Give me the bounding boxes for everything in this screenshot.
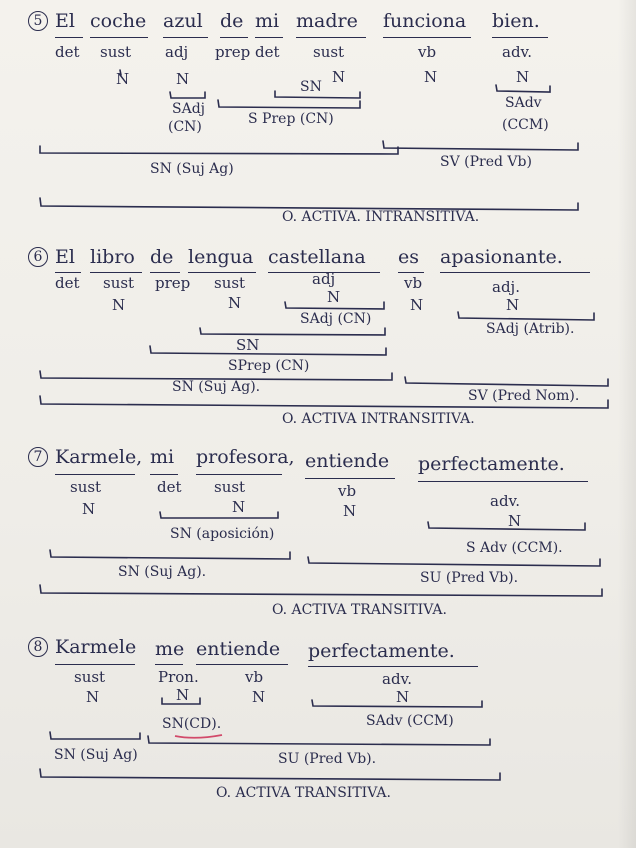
s7-word: entiende — [305, 450, 390, 472]
s5-tag: adv. — [502, 43, 533, 61]
s5-word: de — [220, 10, 244, 32]
s6-sn-inner-label: SN — [236, 336, 260, 354]
s5-sv-label: SV (Pred Vb) — [440, 154, 532, 170]
s7-tag: adv. — [490, 492, 521, 510]
s5-sadv-bracket — [496, 85, 550, 92]
s6-sadj-atrib-label: SAdj (Atrib). — [486, 321, 575, 337]
s7-underline — [55, 474, 135, 475]
s7-underline — [196, 474, 282, 475]
s6-sadj-atrib-bracket — [458, 312, 594, 320]
s5-tag: det — [255, 43, 280, 61]
s8-sn-cd-label: SN(CD). — [162, 716, 222, 732]
s5-word: El — [55, 10, 75, 32]
s7-sn-apos-label: SN (aposición) — [170, 526, 275, 542]
s7-sadv-label: S Adv (CCM). — [466, 540, 563, 556]
s6-underline — [440, 272, 590, 273]
s8-word: perfectamente. — [308, 640, 455, 662]
s5-word: mi — [255, 10, 280, 32]
s6-n-mark: N — [506, 296, 520, 314]
s5-n-mark: N — [332, 68, 346, 86]
s5-word: azul — [163, 10, 203, 32]
s7-tag: det — [157, 478, 182, 496]
s6-word: apasionante. — [440, 246, 563, 268]
s7-sn-subj-bracket — [50, 550, 290, 559]
s6-word: El — [55, 246, 75, 268]
s5-word: bien. — [492, 10, 540, 32]
s8-sn-subj-bracket — [50, 732, 140, 739]
s8-tag: vb — [245, 668, 264, 686]
s6-tag: sust — [103, 274, 135, 292]
s6-tag: adj — [312, 270, 336, 288]
s7-tag: sust — [70, 478, 102, 496]
s6-n-mark: N — [228, 294, 242, 312]
s7-underline — [305, 478, 395, 479]
s5-sv-bracket — [383, 141, 578, 150]
s5-n-mark: N — [116, 70, 130, 88]
s7-word: perfectamente. — [418, 453, 565, 475]
s5-sadj-label: SAdj — [172, 101, 206, 117]
s6-n-mark: N — [410, 296, 424, 314]
s7-n-mark: N — [82, 500, 96, 518]
s6-underline — [150, 272, 180, 273]
s5-sn-inner-label: SN — [300, 79, 322, 95]
s5-sadj-function: (CN) — [168, 119, 202, 135]
s6-sn-subj-label: SN (Suj Ag). — [172, 379, 261, 395]
s8-sadv-label: SAdv (CCM) — [366, 713, 454, 729]
s6-sprep-label: SPrep (CN) — [228, 358, 310, 374]
s6-underline — [188, 272, 256, 273]
s7-underline — [150, 474, 178, 475]
s5-underline — [163, 37, 208, 38]
s7-sv-label: SU (Pred Vb). — [420, 570, 519, 586]
s8-n-mark: N — [86, 688, 100, 706]
s6-sprep-bracket — [150, 346, 386, 355]
s8-clause-type: O. ACTIVA TRANSITIVA. — [216, 785, 391, 801]
s7-sadv-bracket — [428, 522, 585, 530]
s8-underline — [196, 664, 288, 665]
s7-n-mark: N — [232, 498, 246, 516]
s5-sn-subj-label: SN (Suj Ag) — [150, 161, 234, 177]
s8-underline — [155, 664, 183, 665]
s6-n-mark: N — [327, 288, 341, 306]
s5-tag: det — [55, 43, 80, 61]
s8-word: entiende — [196, 638, 281, 660]
s6-word: es — [398, 246, 419, 268]
s5-sn-subj-bracket — [40, 146, 398, 154]
s5-sadv-label: SAdv — [505, 95, 542, 111]
s6-tag: det — [55, 274, 80, 292]
s6-sn-inner-bracket — [200, 328, 385, 335]
s8-n-mark: N — [396, 688, 410, 706]
s5-underline — [492, 37, 548, 38]
s5-tag: adj — [165, 43, 189, 61]
s8-tag: Pron. — [158, 668, 199, 686]
s7-clause-type: O. ACTIVA TRANSITIVA. — [272, 602, 447, 618]
s6-tag: vb — [404, 274, 423, 292]
s8-clause-bracket — [40, 769, 500, 780]
s5-underline — [90, 37, 148, 38]
s5-underline — [296, 37, 366, 38]
s5-underline — [220, 37, 248, 38]
s8-sv-label: SU (Pred Vb). — [278, 751, 377, 767]
s5-underline — [55, 37, 83, 38]
s5-sadj-bracket — [170, 92, 205, 98]
s6-clause-type: O. ACTIVA INTRANSITIVA. — [282, 411, 475, 427]
s5-tag: prep — [215, 43, 251, 61]
s5-word: funciona — [383, 10, 467, 32]
s7-n-mark: N — [343, 502, 357, 520]
s6-tag: adj. — [492, 278, 520, 296]
s6-underline — [398, 272, 424, 273]
s8-underline — [308, 666, 478, 667]
s6-word: castellana — [268, 246, 366, 268]
s5-number: 5 — [28, 10, 52, 31]
s7-n-mark: N — [508, 512, 522, 530]
s6-word: lengua — [188, 246, 254, 268]
s6-n-mark: N — [112, 296, 126, 314]
s6-sv-label: SV (Pred Nom). — [468, 388, 580, 404]
s5-word: madre — [296, 10, 358, 32]
s8-number: 8 — [28, 636, 52, 657]
s7-sn-subj-label: SN (Suj Ag). — [118, 564, 207, 580]
s5-tag: sust — [313, 43, 345, 61]
s8-word: Karmele — [55, 636, 137, 658]
s7-word: profesora, — [196, 446, 295, 468]
s5-sadv-function: (CCM) — [502, 117, 549, 133]
s7-sv-bracket — [308, 557, 600, 566]
s7-sn-apos-bracket — [160, 512, 278, 518]
s5-n-mark: N — [424, 68, 438, 86]
s5-tag: sust — [100, 43, 132, 61]
s8-n-mark: N — [252, 688, 266, 706]
s5-clause-type: O. ACTIVA. INTRANSITIVA. — [282, 209, 480, 225]
s5-n-mark: N — [176, 70, 190, 88]
s8-tag: adv. — [382, 670, 413, 688]
s5-underline — [255, 37, 283, 38]
s7-word: Karmele, — [55, 446, 143, 468]
s7-tag: sust — [214, 478, 246, 496]
s8-underline — [55, 664, 135, 665]
s5-word: coche — [90, 10, 147, 32]
s6-number: 6 — [28, 246, 52, 267]
s8-word: me — [155, 638, 185, 660]
s7-clause-bracket — [40, 585, 602, 596]
s7-tag: vb — [338, 482, 357, 500]
s5-n-mark: N — [516, 68, 530, 86]
s5-sprep-bracket — [218, 100, 360, 108]
s5-tag: vb — [418, 43, 437, 61]
s6-word: libro — [90, 246, 135, 268]
s8-tag: sust — [74, 668, 106, 686]
s7-underline — [418, 481, 588, 482]
s7-number: 7 — [28, 446, 52, 467]
s6-tag: sust — [214, 274, 246, 292]
s7-word: mi — [150, 446, 175, 468]
s5-sprep-label: S Prep (CN) — [248, 111, 334, 127]
s6-tag: prep — [155, 274, 191, 292]
s6-underline — [55, 272, 81, 273]
s8-n-mark: N — [176, 686, 190, 704]
s6-word: de — [150, 246, 174, 268]
s8-cd-highlight-underline — [175, 735, 222, 738]
s6-underline — [90, 272, 142, 273]
s6-sv-bracket — [405, 377, 608, 386]
s6-sadj-cn-label: SAdj (CN) — [300, 311, 372, 327]
s5-underline — [383, 37, 471, 38]
s8-sn-subj-label: SN (Suj Ag) — [54, 747, 138, 763]
